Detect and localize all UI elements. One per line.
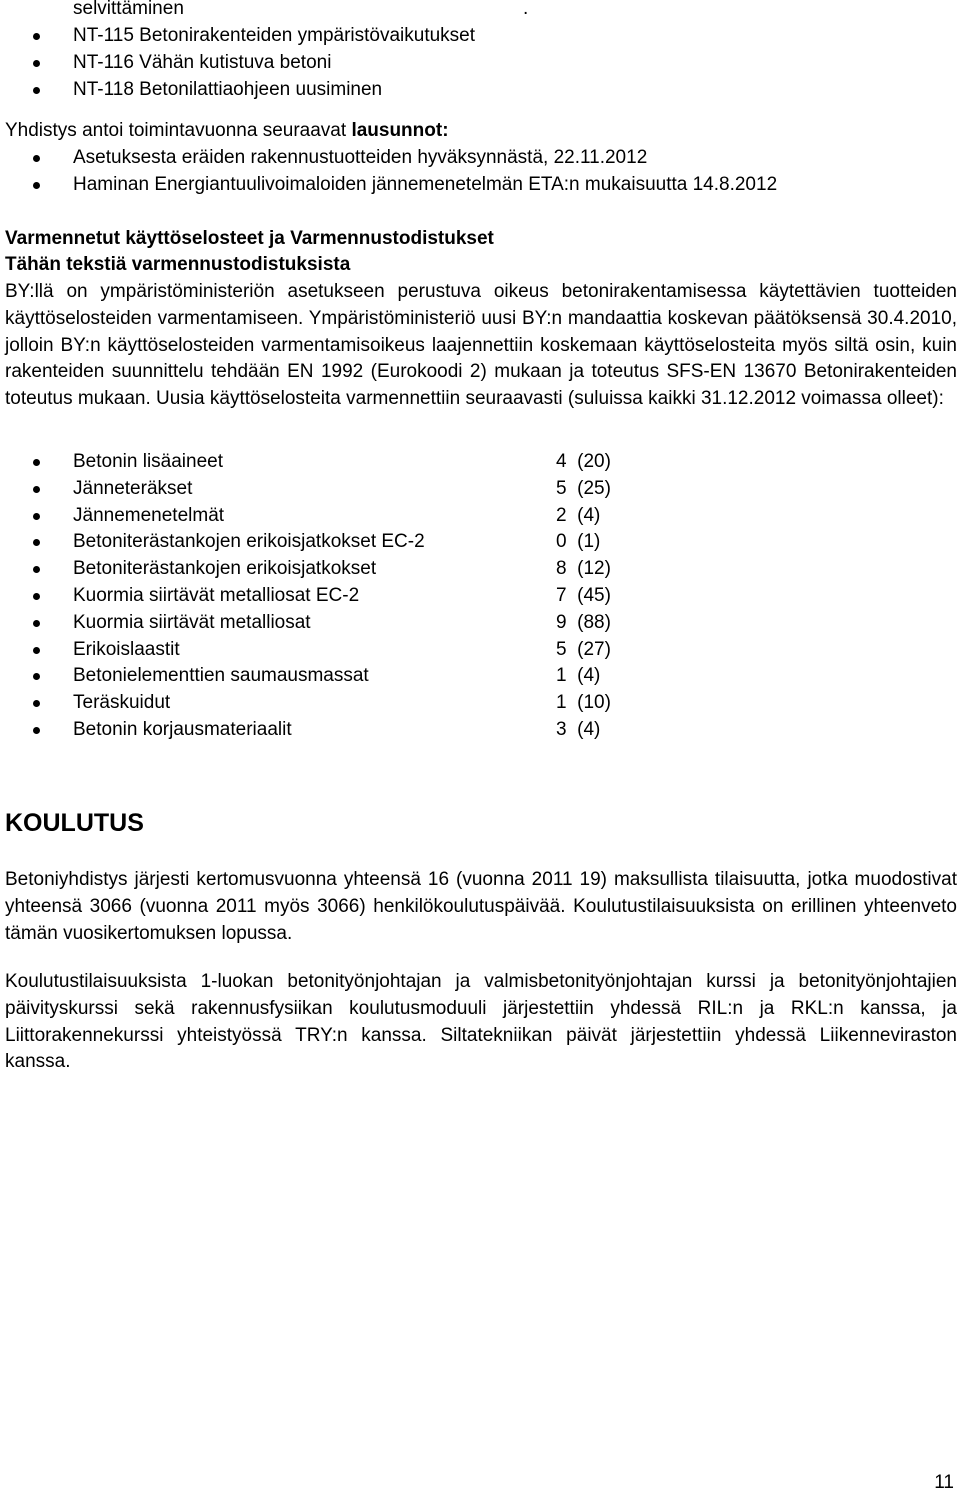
nt-project-list xyxy=(5,23,957,103)
list-item xyxy=(5,50,957,77)
certification-counts-list xyxy=(5,449,957,744)
item-label: Betoniterästankojen erikoisjatkokset xyxy=(73,558,377,580)
certification-paragraph: BY:llä on ympäristöministeriön asetukseen perustuva oikeus betonirakentamisessa käytettävien tuotteiden käyttöselosteiden varmentamiseen. Ympäristöministeriö uusi BY:n mandaattia koskevan päätöksensä 30.4.2010, jolloin BY:n käyttöselosteiden varmentamisoikeus laajennettiin koskemaan käyttöselosteita myös siltä osin, kuin rakenteiden suunnittelu tehdään EN 1992 (Eurokoodi 2) mukaan ja toteutus SFS-EN 13670 Betonirakenteiden toteutus mukaan. Uusia käyttöselosteita varmennettiin seuraavasti (suluissa kaikki 31.12.2012 voimassa olleet): xyxy=(5,281,957,410)
item-label: Betoniterästankojen erikoisjatkokset EC-2 xyxy=(73,531,425,553)
bullet-icon xyxy=(33,566,40,573)
bullet-icon xyxy=(33,539,40,546)
item-count: 4 (20) xyxy=(556,451,611,472)
bullet-icon xyxy=(33,647,40,654)
statements-intro-text: Yhdistys antoi toimintavuonna seuraavat xyxy=(5,120,352,141)
item-label: Betonielementtien saumausmassat xyxy=(73,665,369,687)
item-count: 0 (1) xyxy=(556,531,601,553)
list-item xyxy=(5,449,957,476)
item-count: 2 (4) xyxy=(556,504,601,526)
bullet-icon xyxy=(33,700,40,707)
item-label: Jänneteräkset xyxy=(73,477,193,499)
item-count: 9 (88) xyxy=(556,611,611,633)
bullet-icon xyxy=(33,727,40,734)
item-count: 3 (4) xyxy=(556,718,601,740)
bullet-icon xyxy=(33,673,40,680)
list-item-text: NT-118 Betonilattiaohjeen uusiminen xyxy=(73,78,383,100)
training-paragraph-2: Koulutustilaisuuksista 1-luokan betonityönjohtajan ja valmisbetonityönjohtajan kurssi ja betonityönjohtajien päivityskurssi sekä rakennusfysiikan koulutusmoduuli järjestettiin yhdessä RIL:n ja RKL:n kanssa, ja Liittorakennekurssi yhteistyössä TRY:n kanssa. Siltatekniikan päivät järjestettiin yhdessä Liikenneviraston kanssa. xyxy=(5,971,957,1073)
trailing-period: . xyxy=(523,0,529,19)
bullet-icon xyxy=(33,33,40,40)
list-item xyxy=(5,556,957,583)
list-item xyxy=(5,690,957,717)
bullet-icon xyxy=(33,155,40,162)
item-label: Betonin korjausmateriaalit xyxy=(73,718,292,740)
item-count: 5 (27) xyxy=(556,638,611,660)
list-item-text: NT-116 Vähän kutistuva betoni xyxy=(73,51,332,73)
bullet-icon xyxy=(33,182,40,189)
page-number: 11 xyxy=(934,1472,954,1493)
list-item xyxy=(5,77,957,104)
list-item-text: NT-115 Betonirakenteiden ympäristövaikutukset xyxy=(73,25,476,46)
list-item xyxy=(5,23,957,50)
training-paragraph-1: Betoniyhdistys järjesti kertomusvuonna yhteensä 16 (vuonna 2011 19) maksullista tilaisuutta, jotka muodostivat yhteensä 3066 (vuonna 2011 myös 3066) henkilökoulutuspäivää. Koulutustilaisuuksista on erillinen yhteenveto tämän vuosikertomuksen lopussa. xyxy=(5,869,957,944)
list-item xyxy=(5,476,957,503)
list-item xyxy=(5,145,957,172)
bullet-icon xyxy=(33,620,40,627)
bullet-icon xyxy=(33,593,40,600)
bullet-icon xyxy=(33,486,40,493)
item-count: 1 (10) xyxy=(556,692,611,714)
list-item xyxy=(5,663,957,690)
bullet-icon xyxy=(33,87,40,94)
bullet-icon xyxy=(33,60,40,67)
item-label: Teräskuidut xyxy=(73,692,171,714)
bullet-icon xyxy=(33,513,40,520)
list-item xyxy=(5,717,957,744)
item-count: 1 (4) xyxy=(556,665,601,687)
item-label: Erikoislaastit xyxy=(73,638,180,660)
list-item-text: Haminan Energiantuulivoimaloiden jännemenetelmän ETA:n mukaisuutta 14.8.2012 xyxy=(73,173,778,195)
statements-intro xyxy=(5,118,957,145)
item-label: Jännemenetelmät xyxy=(73,504,225,526)
item-label: Kuormia siirtävät metalliosat xyxy=(73,611,311,633)
certification-subheading: Tähän tekstiä varmennustodistuksista xyxy=(5,254,351,275)
item-count: 7 (45) xyxy=(556,584,611,606)
item-label: Kuormia siirtävät metalliosat EC-2 xyxy=(73,584,360,606)
training-heading: KOULUTUS xyxy=(5,809,144,837)
certification-heading: Varmennetut käyttöselosteet ja Varmennustodistukset xyxy=(5,228,494,249)
list-item xyxy=(5,503,957,530)
item-count: 5 (25) xyxy=(556,477,611,499)
bullet-icon xyxy=(33,459,40,466)
list-item xyxy=(5,172,957,199)
item-count: 8 (12) xyxy=(556,558,611,580)
list-item xyxy=(5,610,957,637)
statements-intro-bold: lausunnot: xyxy=(351,120,449,141)
list-item xyxy=(5,583,957,610)
continued-word: selvittäminen xyxy=(73,0,184,19)
item-label: Betonin lisäaineet xyxy=(73,451,223,472)
statements-list xyxy=(5,145,957,199)
list-item xyxy=(5,637,957,664)
continued-text xyxy=(73,0,529,23)
list-item-text: Asetuksesta eräiden rakennustuotteiden hyväksynnästä, 22.11.2012 xyxy=(73,147,648,168)
list-item xyxy=(5,529,957,556)
